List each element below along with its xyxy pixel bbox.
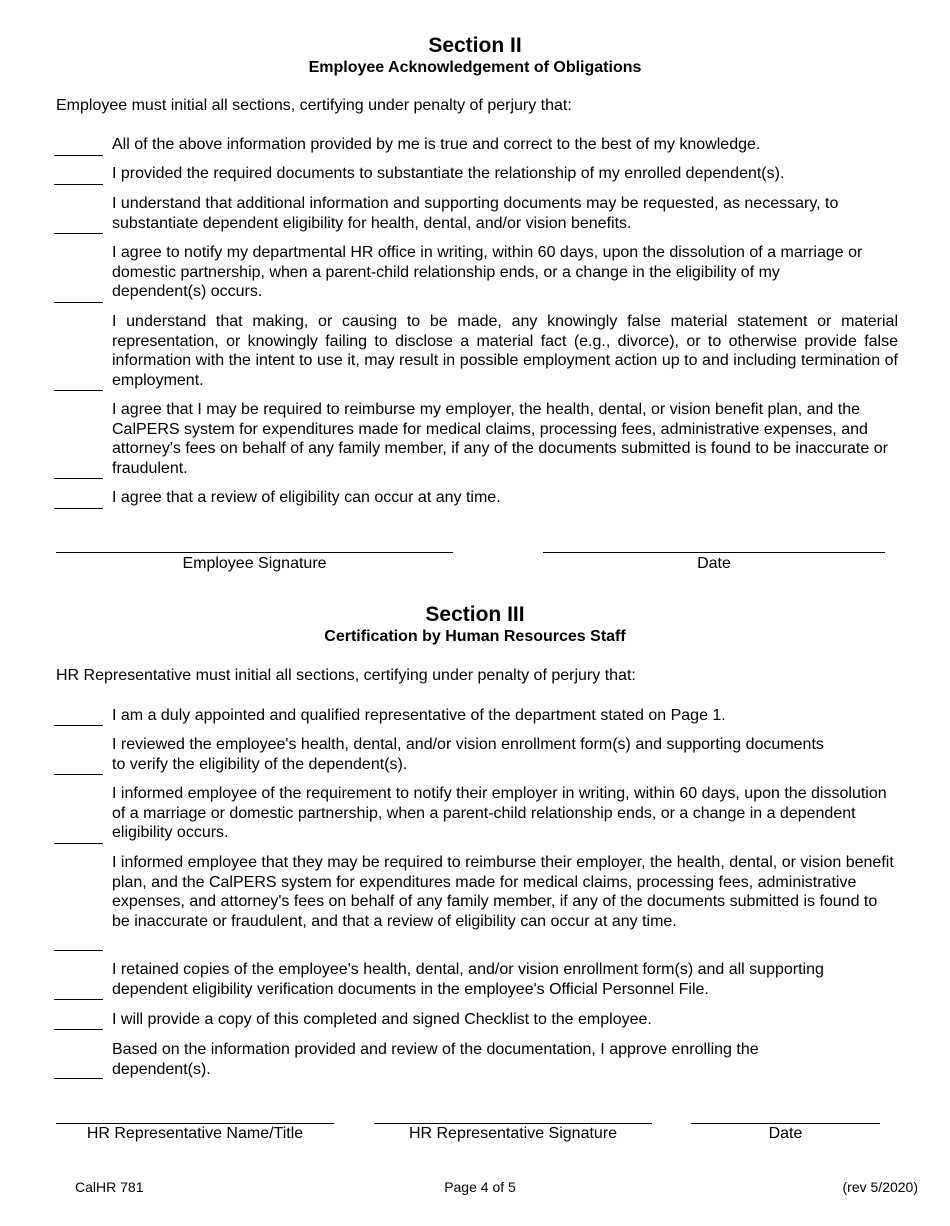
initials-field[interactable] [54,508,103,509]
section-3-subtitle: Certification by Human Resources Staff [324,628,626,645]
initials-field[interactable] [54,1029,103,1030]
form-id: CalHR 781 [75,1179,144,1195]
hr-signature-line[interactable] [374,1123,652,1124]
acknowledgement-text: I agree that a review of eligibility can occur at any time. [112,489,501,506]
acknowledgement-text: I agree that I may be required to reimburse my employer, the health, dental, or vision benefit plan, and the CalPERS system for expenditures made for medical claims, processing fees, administrative expenses, and attorney's fees on behalf of any family member, if any of the documents submitted is found to be inaccurate or fraudulent. [112,401,888,477]
hr-date-line[interactable] [691,1123,880,1124]
revision-date: (rev 5/2020) [842,1179,918,1195]
section-3-intro: HR Representative must initial all sections, certifying under penalty of perjury that: [56,667,636,684]
certification-text: I will provide a copy of this completed and signed Checklist to the employee. [112,1011,652,1028]
employee-date-line[interactable] [543,552,885,553]
certification-text: I retained copies of the employee's health, dental, and/or vision enrollment form(s) and all supporting dependent eligibility verification documents in the employee's Official Personnel File. [112,961,824,998]
section-2-subtitle: Employee Acknowledgement of Obligations [308,59,642,76]
employee-signature-line[interactable] [56,552,453,553]
initials-field[interactable] [54,1078,103,1079]
section-2-intro: Employee must initial all sections, certifying under penalty of perjury that: [56,97,572,114]
initials-field[interactable] [54,184,103,185]
section-3-title: Section III [425,603,525,626]
initials-field[interactable] [54,725,103,726]
certification-text: Based on the information provided and review of the documentation, I approve enrolling the dependent(s). [112,1041,759,1078]
initials-field[interactable] [54,774,103,775]
acknowledgement-text: I provided the required documents to substantiate the relationship of my enrolled dependent(s). [112,165,785,182]
employee-signature-label: Employee Signature [182,555,327,572]
acknowledgement-text: All of the above information provided by me is true and correct to the best of my knowledge. [112,136,761,153]
initials-field[interactable] [54,950,103,951]
section-2-title: Section II [428,34,522,57]
hr-signature-label: HR Representative Signature [408,1125,618,1142]
acknowledgement-text: I understand that making, or causing to be made, any knowingly false material statement or material representation, or knowingly failing to disclose a material fact (e.g., divorce), or to otherwise provide false information with the intent to use it, may result in possible employment action up to and including termination of employment. [112,313,898,389]
initials-field[interactable] [54,478,103,479]
hr-name-title-label: HR Representative Name/Title [86,1125,304,1142]
certification-text: I informed employee of the requirement to notify their employer in writing, within 60 days, upon the dissolution of a marriage or domestic partnership, when a parent-child relationship ends, or a change in a dependent eligibility occurs. [112,785,887,842]
initials-field[interactable] [54,390,103,391]
initials-field[interactable] [54,999,103,1000]
employee-date-label: Date [697,555,731,572]
initials-field[interactable] [54,155,103,156]
page-number: Page 4 of 5 [444,1179,516,1195]
initials-field[interactable] [54,843,103,844]
acknowledgement-text: I agree to notify my departmental HR office in writing, within 60 days, upon the dissolution of a marriage or domestic partnership, when a parent-child relationship ends, or a change in the eligibility of my dependent(s) occurs. [112,244,863,301]
acknowledgement-text: I understand that additional information and supporting documents may be requested, as necessary, to substantiate dependent eligibility for health, dental, and/or vision benefits. [112,195,839,232]
certification-text: I am a duly appointed and qualified representative of the department stated on Page 1. [112,707,726,724]
initials-field[interactable] [54,233,103,234]
hr-date-label: Date [768,1125,803,1142]
certification-text: I informed employee that they may be required to reimburse their employer, the health, dental, or vision benefit plan, and the CalPERS system for expenditures made for medical claims, processing fees, administrative expenses, and attorney's fees on behalf of any family member, if any of the documents submitted is found to be inaccurate or fraudulent, and that a review of eligibility can occur at any time. [112,854,894,930]
hr-name-title-line[interactable] [56,1123,334,1124]
certification-text: I reviewed the employee's health, dental, and/or vision enrollment form(s) and supporting documents to verify the eligibility of the dependent(s). [112,736,824,773]
initials-field[interactable] [54,302,103,303]
